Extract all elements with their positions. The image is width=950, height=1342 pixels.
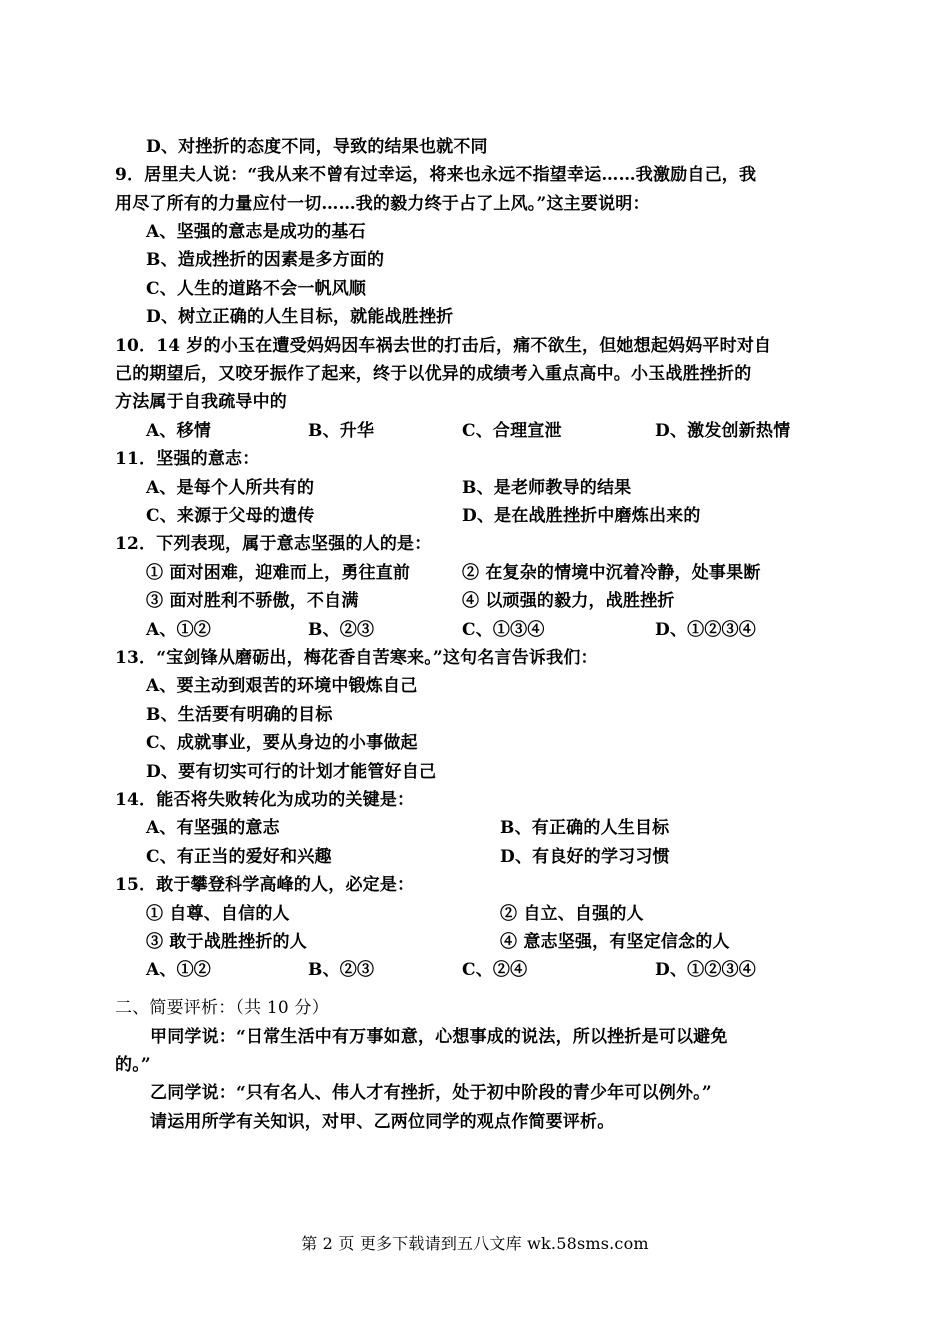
section2-heading: 二、简要评析：（共 10 分） bbox=[115, 998, 329, 1018]
q13-option-c: C、成就事业，要从身边的小事做起 bbox=[146, 733, 418, 753]
q12-option-c: C、①③④ bbox=[462, 620, 545, 640]
q15-option-c: C、②④ bbox=[462, 960, 528, 980]
q15-item-3: ③ 敢于战胜挫折的人 bbox=[146, 932, 307, 952]
q11-option-a: A、是每个人所共有的 bbox=[146, 478, 315, 498]
q15-option-d: D、①②③④ bbox=[655, 960, 756, 980]
q12-item-4: ④ 以顽强的毅力，战胜挫折 bbox=[462, 591, 675, 611]
q12-option-a: A、①② bbox=[146, 620, 211, 640]
q13-option-a: A、要主动到艰苦的环境中锻炼自己 bbox=[146, 676, 418, 696]
q10-option-d: D、激发创新热情 bbox=[655, 421, 791, 441]
q10-option-c: C、合理宣泄 bbox=[462, 421, 562, 441]
q15-item-2: ② 自立、自强的人 bbox=[500, 904, 644, 924]
q10-stem-line3: 方法属于自我疏导中的 bbox=[115, 392, 287, 412]
q12-item-3: ③ 面对胜利不骄傲，不自满 bbox=[146, 591, 359, 611]
q9-option-a: A、坚强的意志是成功的基石 bbox=[146, 222, 366, 242]
section2-yi: 乙同学说：“只有名人、伟人才有挫折，处于初中阶段的青少年可以例外。” bbox=[150, 1083, 712, 1103]
q15-option-b: B、②③ bbox=[308, 960, 375, 980]
q11-stem: 11．坚强的意志： bbox=[115, 449, 260, 469]
q13-stem: 13．“宝剑锋从磨砺出，梅花香自苦寒来。”这句名言告诉我们： bbox=[115, 648, 598, 668]
q13-option-d: D、要有切实可行的计划才能管好自己 bbox=[146, 762, 437, 782]
q14-option-d: D、有良好的学习习惯 bbox=[500, 847, 670, 867]
q13-option-b: B、生活要有明确的目标 bbox=[146, 705, 333, 725]
q14-option-c: C、有正当的爱好和兴趣 bbox=[146, 847, 332, 867]
q11-option-d: D、是在战胜挫折中磨炼出来的 bbox=[462, 506, 701, 526]
q12-item-1: ① 面对困难，迎难而上，勇往直前 bbox=[146, 563, 411, 583]
section2-jia-line1: 甲同学说：“日常生活中有万事如意，心想事成的说法，所以挫折是可以避免 bbox=[150, 1027, 728, 1047]
q9-stem-line1: 9．居里夫人说：“我从来不曾有过幸运，将来也永远不指望幸运……我激励自己，我 bbox=[115, 165, 757, 185]
q15-item-4: ④ 意志坚强，有坚定信念的人 bbox=[500, 932, 730, 952]
q14-option-b: B、有正确的人生目标 bbox=[500, 818, 670, 838]
q12-option-d: D、①②③④ bbox=[655, 620, 756, 640]
page-footer: 第 2 页 更多下载请到五八文库 wk.58sms.com bbox=[301, 1234, 649, 1253]
q11-option-c: C、来源于父母的遗传 bbox=[146, 506, 315, 526]
section2-jia-line2: 的。” bbox=[115, 1055, 151, 1075]
q14-stem: 14．能否将失败转化为成功的关键是： bbox=[115, 790, 415, 810]
q8-option-d: D、对挫折的态度不同，导致的结果也就不同 bbox=[146, 137, 488, 157]
q15-item-1: ① 自尊、自信的人 bbox=[146, 904, 290, 924]
q15-stem: 15．敢于攀登科学高峰的人，必定是： bbox=[115, 875, 415, 895]
q15-option-a: A、①② bbox=[146, 960, 211, 980]
q12-option-b: B、②③ bbox=[308, 620, 375, 640]
q10-stem-line1: 10．14 岁的小玉在遭受妈妈因车祸去世的打击后，痛不欲生，但她想起妈妈平时对自 bbox=[115, 336, 772, 356]
q12-item-2: ② 在复杂的情境中沉着冷静，处事果断 bbox=[462, 563, 761, 583]
q10-option-a: A、移情 bbox=[146, 421, 211, 441]
q10-option-b: B、升华 bbox=[308, 421, 375, 441]
q9-option-b: B、造成挫折的因素是多方面的 bbox=[146, 250, 385, 270]
q9-option-c: C、人生的道路不会一帆风顺 bbox=[146, 279, 367, 299]
q11-option-b: B、是老师教导的结果 bbox=[462, 478, 632, 498]
section2-prompt: 请运用所学有关知识，对甲、乙两位同学的观点作简要评析。 bbox=[150, 1112, 615, 1132]
q9-option-d: D、树立正确的人生目标，就能战胜挫折 bbox=[146, 307, 454, 327]
q10-stem-line2: 己的期望后，又咬牙振作了起来，终于以优异的成绩考入重点高中。小玉战胜挫折的 bbox=[115, 364, 752, 384]
q9-stem-line2: 用尽了所有的力量应付一切……我的毅力终于占了上风。”这主要说明： bbox=[115, 194, 650, 214]
q12-stem: 12．下列表现，属于意志坚强的人的是： bbox=[115, 534, 432, 554]
q14-option-a: A、有坚强的意志 bbox=[146, 818, 280, 838]
